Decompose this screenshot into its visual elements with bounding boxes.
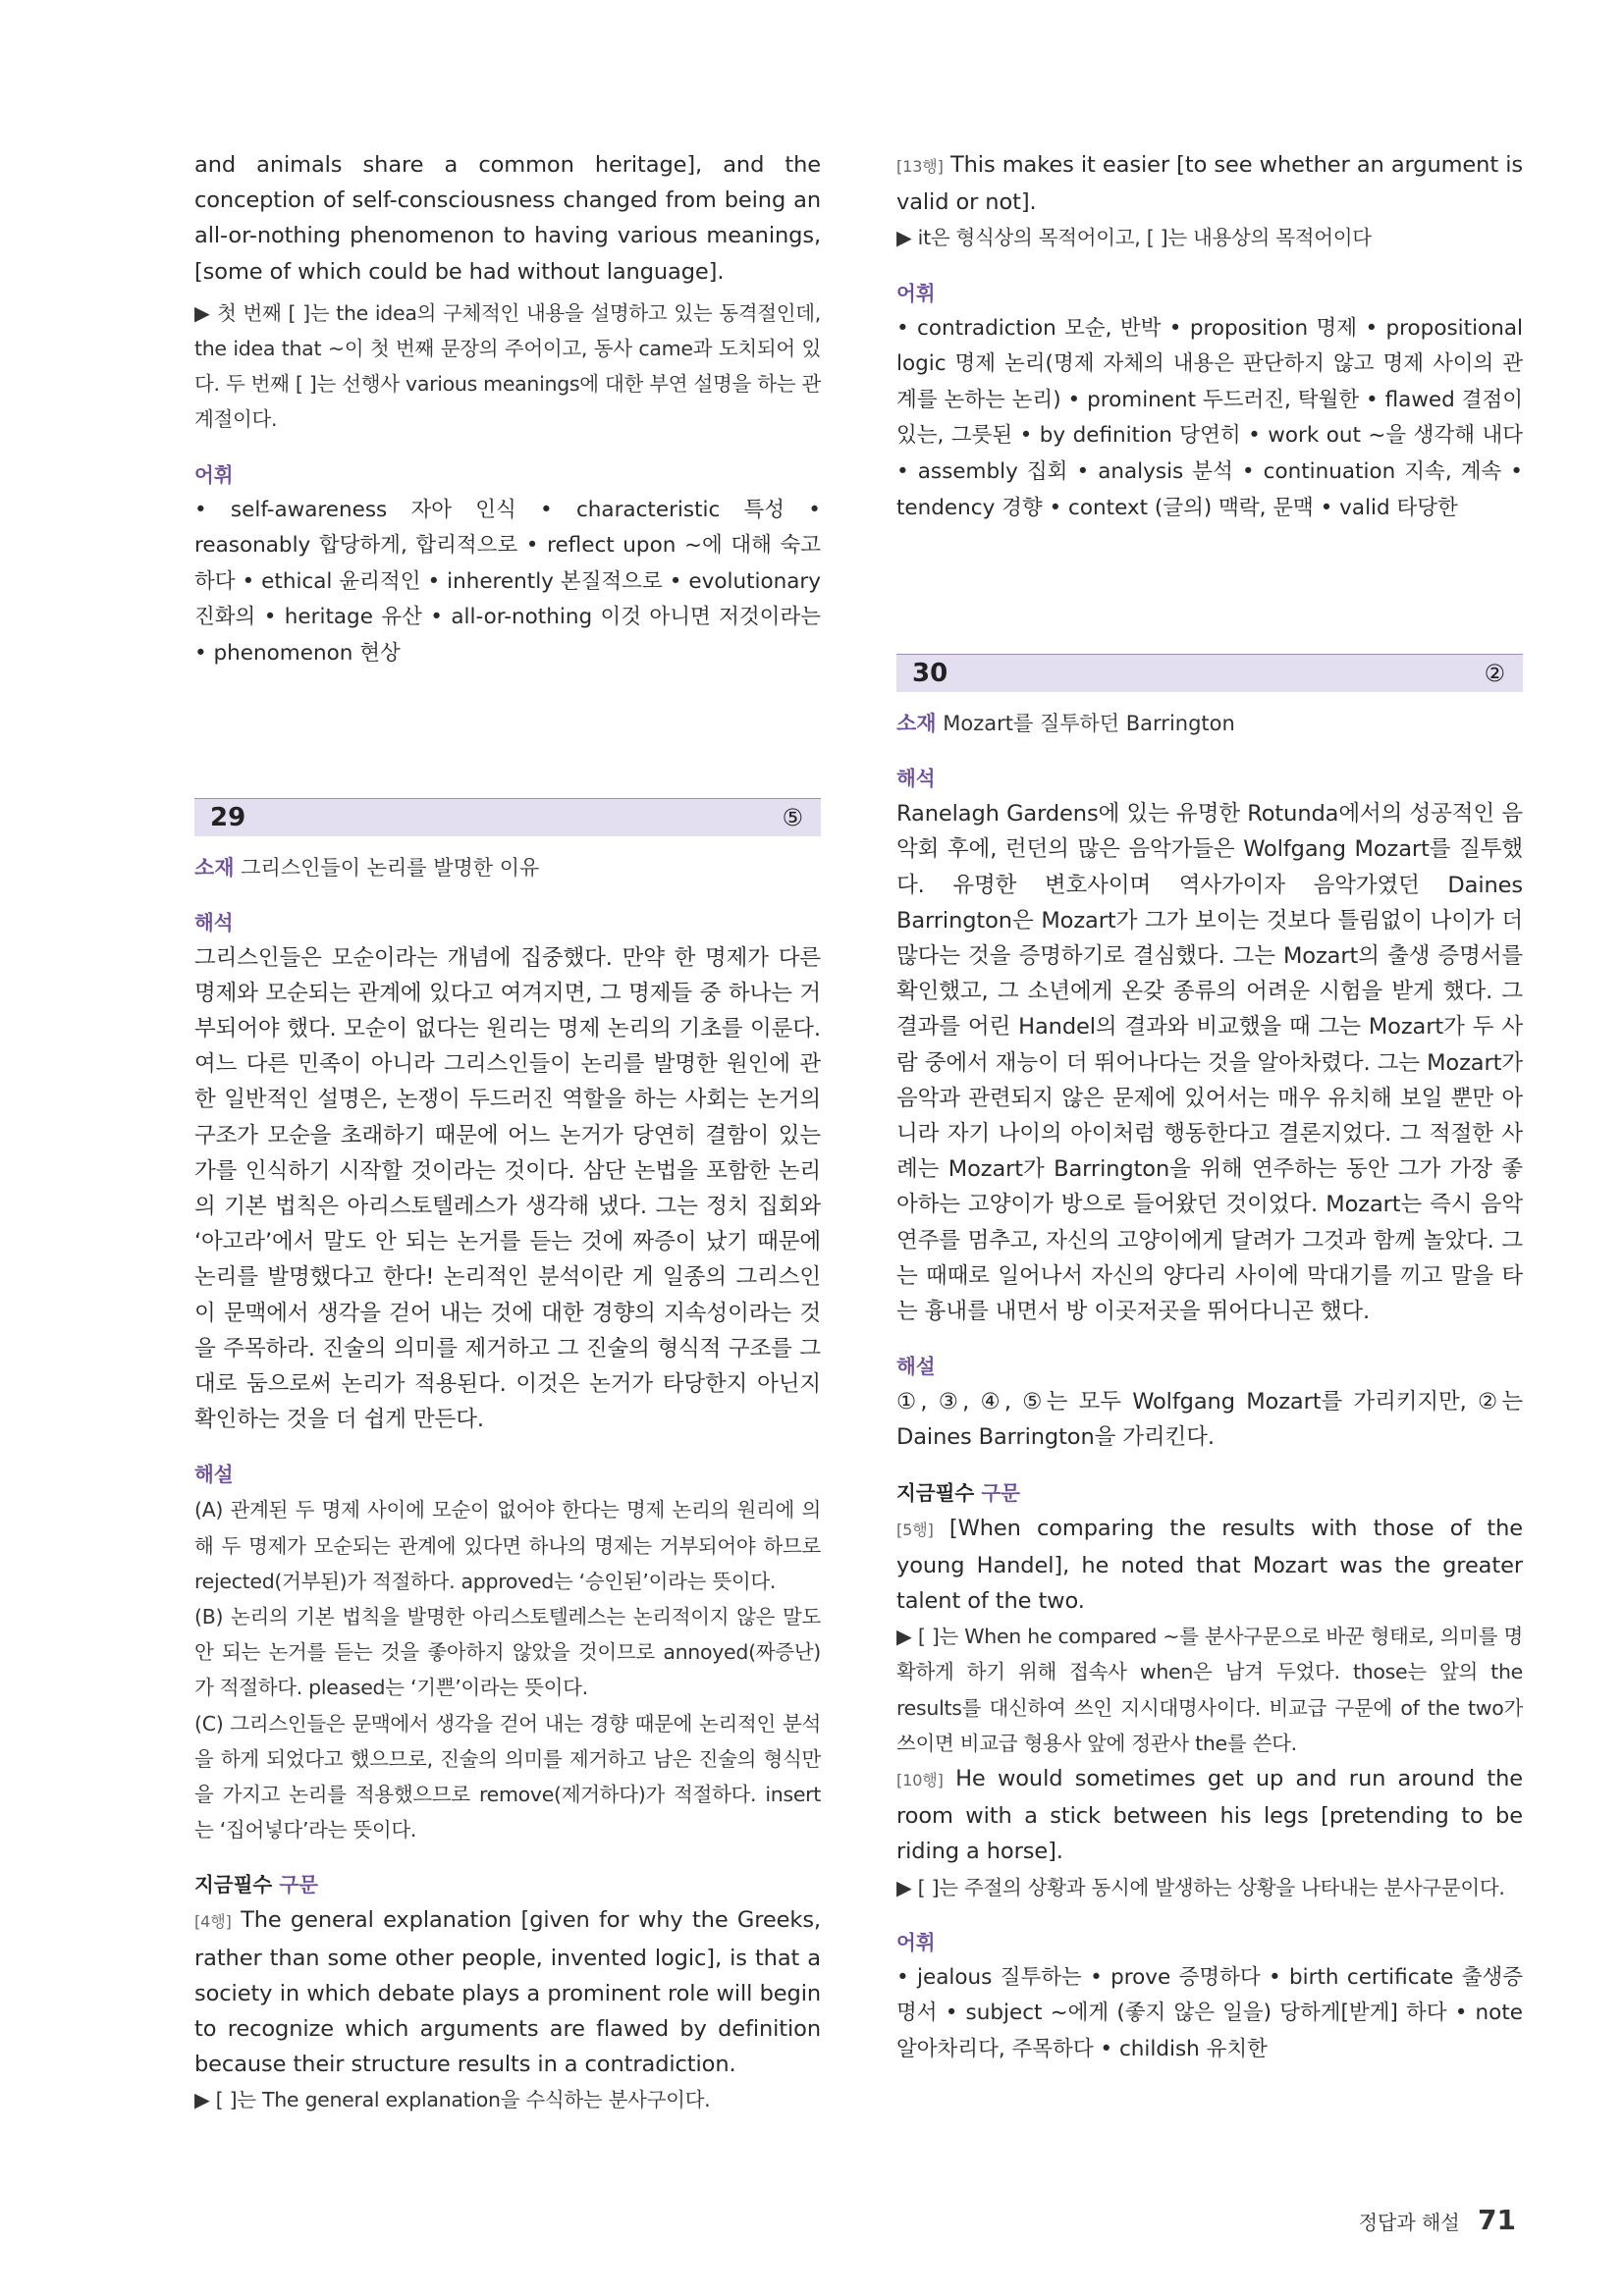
explanation-c: (C) 그리스인들은 문맥에서 생각을 걷어 내는 경향 때문에 논리적인 분석을 하게 되었다고 했으므로, 진술의 의미를 제거하고 남은 진술의 형식만을 가지고 논리를 적용했으므로 remove(제거하다)가 적절하다. insert는 ‘집어넣다’라는 뜻이다. [194,1711,821,1842]
page-footer [1359,2204,1516,2236]
subject-line [194,850,821,885]
syntax-sentence [194,1902,821,2082]
syntax-sentence-1 [896,1511,1523,1620]
syntax-sentence-2 [896,1761,1523,1870]
syntax-heading-a: 지금필수 [194,1873,273,1897]
syntax-heading-b: 구문 [279,1873,318,1897]
explanation-a: (A) 관계된 두 명제 사이에 모순이 없어야 한다는 명제 논리의 원리에 의해 두 명제가 모순되는 관계에 있다면 하나의 명제는 거부되어야 하므로 rejected(거부된)가 적절하다. approved는 ‘승인된’이라는 뜻이다. [194,1498,821,1593]
subject-text: Mozart를 질투하던 Barrington [943,712,1235,736]
syntax-note-2: ▶ [ ]는 주절의 상황과 동시에 발생하는 상황을 나타내는 분사구문이다. [896,1875,1505,1899]
vocab-heading-30: 어휘 [896,1930,936,1954]
explanation-b: (B) 논리의 기본 법칙을 발명한 아리스토텔레스는 논리적이지 않은 말도 안 되는 논거를 듣는 것을 좋아하지 않았을 것이므로 annoyed(짜증난)가 적절하다. pleased는 ‘기쁜’이라는 뜻이다. [194,1605,821,1700]
question-30-bar [896,654,1523,692]
translation-text: 그리스인들은 모순이라는 개념에 집중했다. 만약 한 명제가 다른 명제와 모순되는 관계에 있다고 여겨지면, 그 명제들 중 하나는 거부되어야 했다. 모순이 없다는 원리는 명제 논리의 기초를 이룬다. 여느 다른 민족이 아니라 그리스인들이 논리를 발명한 원인에 관한 일반적인 설명은, 논쟁이 두드러진 역할을 하는 사회는 논거의 구조가 모순을 초래하기 때문에 어느 논거가 당연히 결함이 있는가를 인식하기 시작할 것이라는 것이다. 삼단 논법을 포함한 논리의 기본 법칙은 아리스토텔레스가 생각해 냈다. 그는 정치 집회와 ‘아고라’에서 말도 안 되는 논거를 듣는 것에 짜증이 났기 때문에 논리를 발명했다고 한다! 논리적인 분석이란 게 일종의 그리스인이 문맥에서 생각을 걷어 내는 것에 대한 경향의 지속성이라는 것을 주목하라. 진술의 의미를 제거하고 그 진술의 형식적 구조를 그대로 둠으로써 논리가 적용된다. 이것은 논거가 타당한지 아닌지 확인하는 것을 더 쉽게 만든다. [194,944,821,1433]
left-column [194,147,821,2118]
intro-note: ▶ 첫 번째 [ ]는 the idea의 구체적인 내용을 설명하고 있는 동격절인데, the idea that ~이 첫 번째 문장의 주어이고, 동사 came과 도치되어 있다. 두 번째 [ ]는 선행사 various meanings에 대한 부연 설명을 하는 관계절이다. [194,300,821,432]
question-number: 30 [912,659,948,689]
footer-label: 정답과 해설 [1358,2211,1460,2234]
subject-text: 그리스인들이 논리를 발명한 이유 [241,855,540,880]
translation-text: Ranelagh Gardens에 있는 유명한 Rotunda에서의 성공적인 음악회 후에, 런던의 많은 음악가들은 Wolfgang Mozart를 질투했다. 유명한 변호사이며 역사가이자 음악가였던 Daines Barrington은 Mozart가 그가 보이는 것보다 틀림없이 나이가 더 많다는 것을 증명하기로 결심했다. 그는 Mozart의 출생 증명서를 확인했고, 그 소년에게 온갖 종류의 어려운 시험을 받게 했다. 그 결과를 어린 Handel의 결과와 비교했을 때 그는 Mozart가 두 사람 중에서 재능이 더 뛰어나다는 것을 알아차렸다. 그는 Mozart가 음악과 관련되지 않은 문제에 있어서는 매우 유치해 보일 뿐만 아니라 자기 나이의 아이처럼 행동한다고 결론지었다. 그 적절한 사례는 Mozart가 Barrington을 위해 연주하는 동안 그가 가장 좋아하는 고양이가 방으로 들어왔던 것이었다. Mozart는 즉시 음악 연주를 멈추고, 자신의 고양이에게 달려가 그것과 함께 놀았다. 그는 때때로 일어나서 자신의 양다리 사이에 막대기를 끼고 말을 타는 흉내를 내면서 방 이곳저곳을 뛰어다니곤 했다. [896,801,1523,1325]
syntax-heading-b: 구문 [981,1480,1020,1505]
syntax-heading [194,1867,821,1902]
syntax-heading-a: 지금필수 [896,1480,975,1505]
question-29-bar [194,798,821,836]
translation-heading: 해석 [194,910,234,934]
syntax-sentence-13-text: This makes it easier [to see whether an argument is valid or not]. [896,152,1523,216]
intro-paragraph: and animals share a common heritage], and the conception of self-consciousness changed from being an all-or-nothing phenomenon to having various meanings, [some of which could be had without language]. [194,152,821,285]
subject-line [896,706,1523,741]
page-number: 71 [1478,2204,1516,2236]
vocab-text: • self-awareness 자아 인식 • characteristic 특성 • reasonably 합당하게, 합리적으로 • reflect upon ~에 대해 숙고하다 • ethical 윤리적인 • inherently 본질적으로 • evolutionary 진화의 • heritage 유산 • all-or-nothing 이것 아니면 저것이라는 • phenomenon 현상 [194,497,821,666]
syntax-sentence-2-text: He would sometimes get up and run around the room with a stick between his legs [pretending to be riding a horse]. [896,1766,1523,1865]
syntax-sentence-13 [896,147,1523,220]
question-number: 29 [210,802,246,832]
subject-tag: 소재 [896,712,937,736]
vocab-heading: 어휘 [194,462,234,487]
line-ref: [4행] [194,1912,232,1932]
vocab-heading: 어휘 [896,281,936,305]
line-ref: [13행] [896,157,944,176]
line-ref: [5행] [896,1520,934,1539]
right-column [896,147,1523,2068]
syntax-note: ▶ [ ]는 The general explanation을 수식하는 분사구이다. [194,2088,711,2112]
syntax-sentence-text: The general explanation [given for why the Greeks, rather than some other people, invented logic], is that a society in which debate plays a prominent role will begin to recognize which arguments are flawed by definition because their structure results in a contradiction. [194,1907,821,2078]
vocab-text: • contradiction 모순, 반박 • proposition 명제 • propositional logic 명제 논리(명제 자체의 내용은 판단하지 않고 명제 사이의 관계를 논하는 논리) • prominent 두드러진, 탁월한 • flawed 결점이 있는, 그릇된 • by definition 당연히 • work out ~을 생각해 내다 • assembly 집회 • analysis 분석 • continuation 지속, 계속 • tendency 경향 • context (글의) 맥락, 문맥 • valid 타당한 [896,315,1523,520]
explanation-heading: 해설 [194,1463,234,1487]
answer-badge: ② [1484,660,1505,688]
explanation-text: ①, ③, ④, ⑤는 모두 Wolfgang Mozart를 가리키지만, ②는 Daines Barrington을 가리킨다. [896,1389,1523,1451]
syntax-sentence-1-text: [When comparing the results with those of the young Handel], he noted that Mozart was the greater talent of the two. [896,1515,1523,1615]
vocab-text-30: • jealous 질투하는 • prove 증명하다 • birth certificate 출생증명서 • subject ~에게 (좋지 않은 일을) 당하게[받게] 하다 • note 알아차리다, 주목하다 • childish 유치한 [896,1964,1523,2062]
subject-tag: 소재 [194,855,235,880]
syntax-note-1: ▶ [ ]는 When he compared ~를 분사구문으로 바꾼 형태로, 의미를 명확하게 하기 위해 접속사 when은 남겨 두었다. those는 앞의 the results를 대신하여 쓰인 지시대명사이다. 비교급 구문에 of the two가 쓰이면 비교급 형용사 앞에 정관사 the를 쓴다. [896,1625,1523,1755]
explanation-heading: 해설 [896,1355,936,1379]
translation-heading: 해석 [896,767,936,791]
answer-badge: ⑤ [782,803,803,831]
syntax-note-13: ▶ it은 형식상의 목적어이고, [ ]는 내용상의 목적어이다 [896,226,1372,250]
syntax-heading [896,1475,1523,1511]
line-ref: [10행] [896,1771,944,1790]
